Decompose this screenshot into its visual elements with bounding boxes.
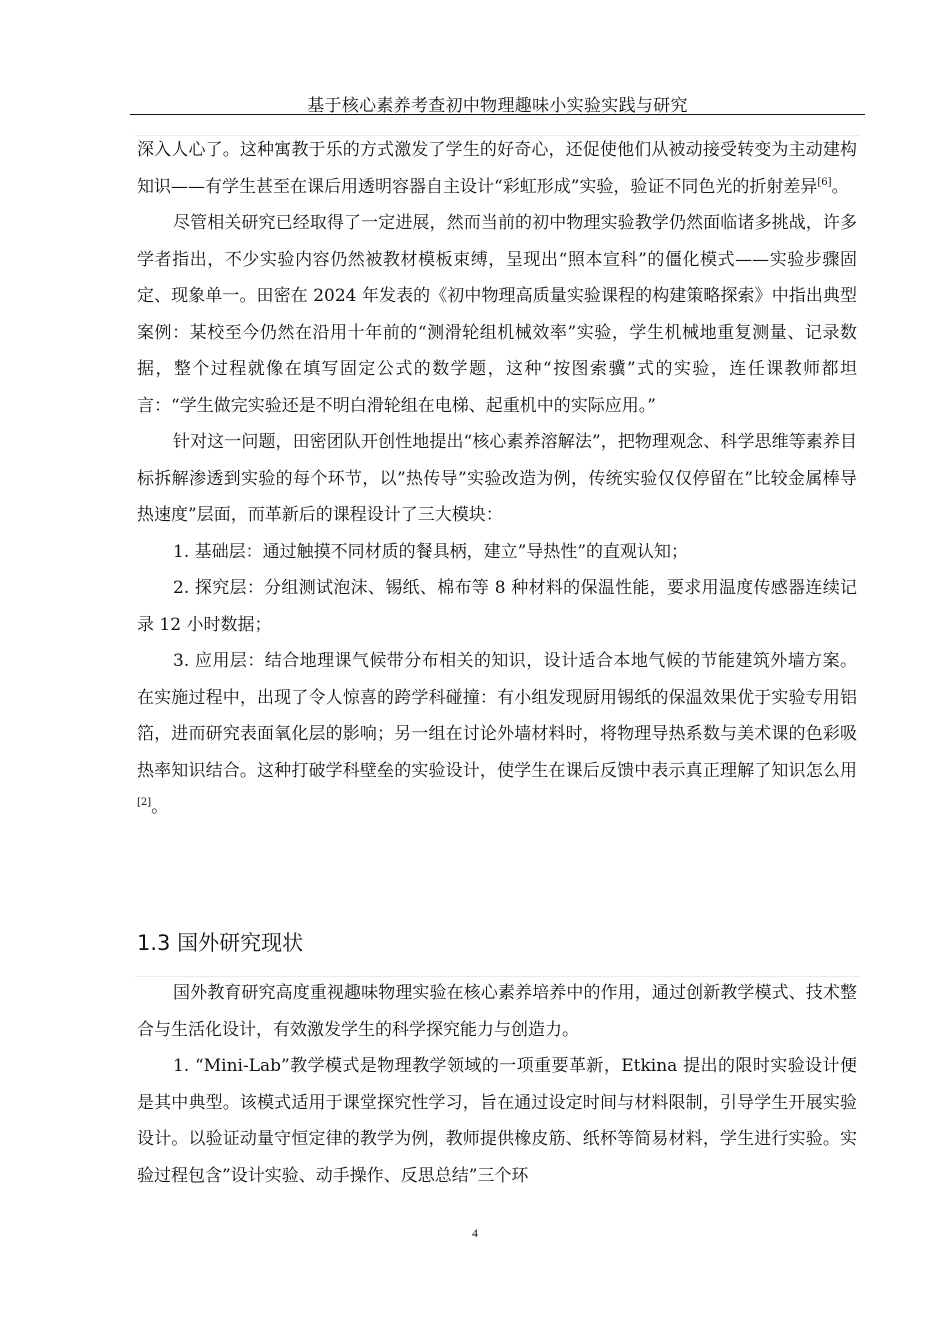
paragraph-3: 针对这一问题，田密团队开创性地提出“核心素养溶解法”，把物理观念、科学思维等素养目标拆解渗透到实验的每个环节，以”热传导”实验改造为例，传统实验仅仅停留在”比较金属棒导热速度”层面，而革新后的课程设计了三大模块： [137,432,857,525]
page-number: 4 [472,1226,478,1240]
paragraph-1 [137,132,857,205]
citation-marker: [2] [137,797,152,808]
header-divider [130,114,865,115]
running-header-title: 基于核心素养考查初中物理趣味小实验实践与研究 [307,96,688,116]
paragraph-mini-lab: 1. “Mini-Lab”教学模式是物理教学领域的一项重要革新，Etkina 提出的限时实验设计便是其中典型。该模式适用于课堂探究性学习，旨在通过设定时间与材料限制，引导学生开展实验设计。以验证动量守恒定律的教学为例，教师提供橡皮筋、纸杯等简易材料，学生进行实验。实验过程包含”设计实验、动手操作、反思总结”三个环 [137,1056,857,1186]
paragraph-tail: 。 [151,797,169,817]
paragraph-2: 尽管相关研究已经取得了一定进展，然而当前的初中物理实验教学仍然面临诸多挑战，许多学者指出，不少实验内容仍然被教材模板束缚，呈现出“照本宣科”的僵化模式——实验步骤固定、现象单一。田密在 2024 年发表的《初中物理高质量实验课程的构建策略探索》中指出典型案例：某校至今仍然在沿用十年前的“测滑轮组机械效率”实验，学生机械地重复测量、记录数据，整个过程就像在填写固定公式的数学题，这种“按图索骥”式的实验，连任课教师都坦言：“学生做完实验还是不明白滑轮组在电梯、起重机中的实际应用。” [137,213,857,416]
list-item-basic-layer: 1. 基础层：通过触摸不同材质的餐具柄，建立”导热性”的直观认知； [173,541,689,562]
list-item-apply-layer [137,643,857,826]
citation-marker: [6] [817,176,832,188]
section-heading: 1.3 国外研究现状 [137,931,304,955]
paragraph-tail: 。 [831,176,849,197]
body-text-top [137,132,857,826]
list-item-explore-layer: 2. 探究层：分组测试泡沫、锡纸、棉布等 8 种材料的保温性能，要求用温度传感器连续记录 12 小时数据； [137,578,857,635]
paragraph-text: 深入人心了。这种寓教于乐的方式激发了学生的好奇心，还促使他们从被动接受转变为主动建构知识——有学生甚至在课后用透明容器自主设计“彩虹形成”实验，验证不同色光的折射差异 [137,140,857,197]
body-text-bottom [137,975,857,1194]
paragraph-text: 3. 应用层：结合地理课气候带分布相关的知识，设计适合本地气候的节能建筑外墙方案。在实施过程中，出现了令人惊喜的跨学科碰撞：有小组发现厨用锡纸的保温效果优于实验专用铝箔，进而研究表面氧化层的影响；另一组在讨论外墙材料时，将物理导热系数与美术课的色彩吸热率知识结合。这种打破学科壁垒的实验设计，使学生在课后反馈中表示真正理解了知识怎么用 [137,651,857,781]
paragraph-foreign-intro: 国外教育研究高度重视趣味物理实验在核心素养培养中的作用，通过创新教学模式、技术整合与生活化设计，有效激发学生的科学探究能力与创造力。 [137,983,857,1040]
